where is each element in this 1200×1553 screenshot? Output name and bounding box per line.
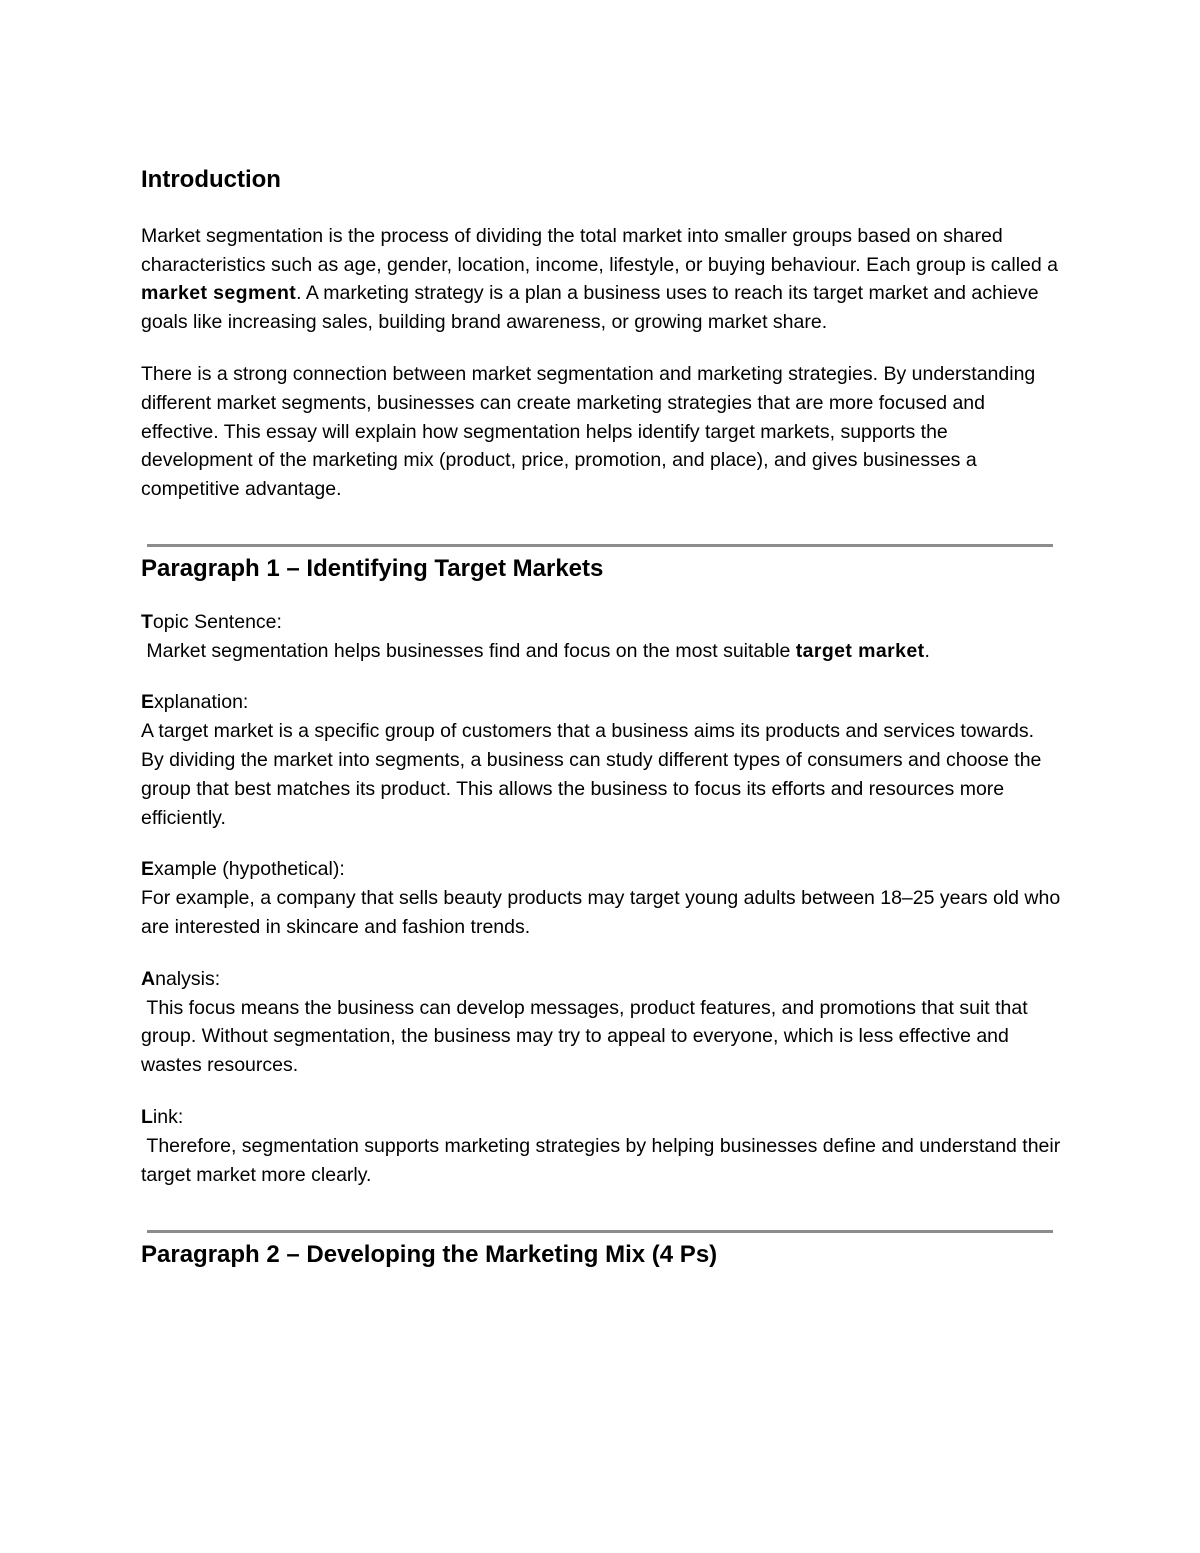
explanation-label-rest: xplanation: (154, 691, 249, 714)
section-divider (147, 544, 1053, 547)
analysis-text: This focus means the business can develop messages, product features, and promotions that suit that group. Without segmentation, the business may try to appeal to everyone, which is less effective and wastes resources. (141, 996, 1034, 1077)
analysis-label-initial: A (141, 967, 156, 990)
example-label (141, 855, 1061, 884)
explanation-text: A target market is a specific group of customers that a business aims its products and services towards. By dividing the market into segments, a business can study different types of consumers and choose the group that best matches its product. This allows the business to focus its efforts and resources more efficiently. (141, 720, 1042, 829)
introduction-heading: Introduction (141, 166, 281, 193)
topic-sentence-label-initial: T (141, 610, 153, 633)
analysis-label (141, 965, 1061, 994)
link-text: Therefore, segmentation supports marketing strategies by helping businesses define and understand their target market more clearly. (141, 1134, 1066, 1186)
topic-sentence-label (141, 608, 1061, 637)
link-label-initial: L (141, 1105, 153, 1128)
example-label-initial: E (141, 858, 155, 881)
explanation-block (141, 688, 1061, 832)
link-block (141, 1103, 1066, 1189)
explanation-label (141, 688, 1061, 717)
example-label-rest: xample (hypothetical): (154, 858, 345, 881)
link-label-rest: ink: (152, 1105, 184, 1128)
document-page (141, 166, 1066, 1270)
introduction-p1-text-b: . A marketing strategy is a plan a business uses to reach its target market and achieve goals like increasing sales, building brand awareness, or growing market share. (141, 282, 1039, 334)
market-segment-term: market segment (141, 282, 297, 305)
topic-sentence-label-rest: opic Sentence: (152, 610, 282, 633)
topic-sentence-block (141, 608, 1061, 666)
example-text: For example, a company that sells beauty products may target young adults between 18–25 years old who are interested in skincare and fashion trends. (141, 887, 1061, 938)
introduction-p1-text-a: Market segmentation is the process of dividing the total market into smaller groups based on shared characteristics such as age, gender, location, income, lifestyle, or buying behaviour. Each group is called a (141, 224, 1059, 276)
introduction-paragraph-1 (141, 222, 1061, 337)
topic-sentence-text-a: Market segmentation helps businesses find and focus on the most suitable (141, 639, 796, 662)
explanation-label-initial: E (141, 691, 155, 714)
paragraph-1-heading: Paragraph 1 – Identifying Target Markets (141, 554, 604, 582)
target-market-term: target market (795, 639, 925, 662)
introduction-paragraph-2: There is a strong connection between market segmentation and marketing strategies. By understanding different market segments, businesses can create marketing strategies that are more focused and effective. This essay will explain how segmentation helps identify target markets, supports the development of the marketing mix (product, price, promotion, and place), and gives businesses a competitive advantage. (141, 362, 1036, 501)
example-block (141, 855, 1061, 941)
link-label (141, 1103, 1061, 1132)
section-divider (147, 1230, 1053, 1233)
analysis-label-rest: nalysis: (155, 967, 221, 990)
topic-sentence-text-b: . (924, 639, 930, 662)
analysis-block (141, 965, 1061, 1080)
paragraph-2-heading: Paragraph 2 – Developing the Marketing Mix (4 Ps) (141, 1241, 718, 1269)
